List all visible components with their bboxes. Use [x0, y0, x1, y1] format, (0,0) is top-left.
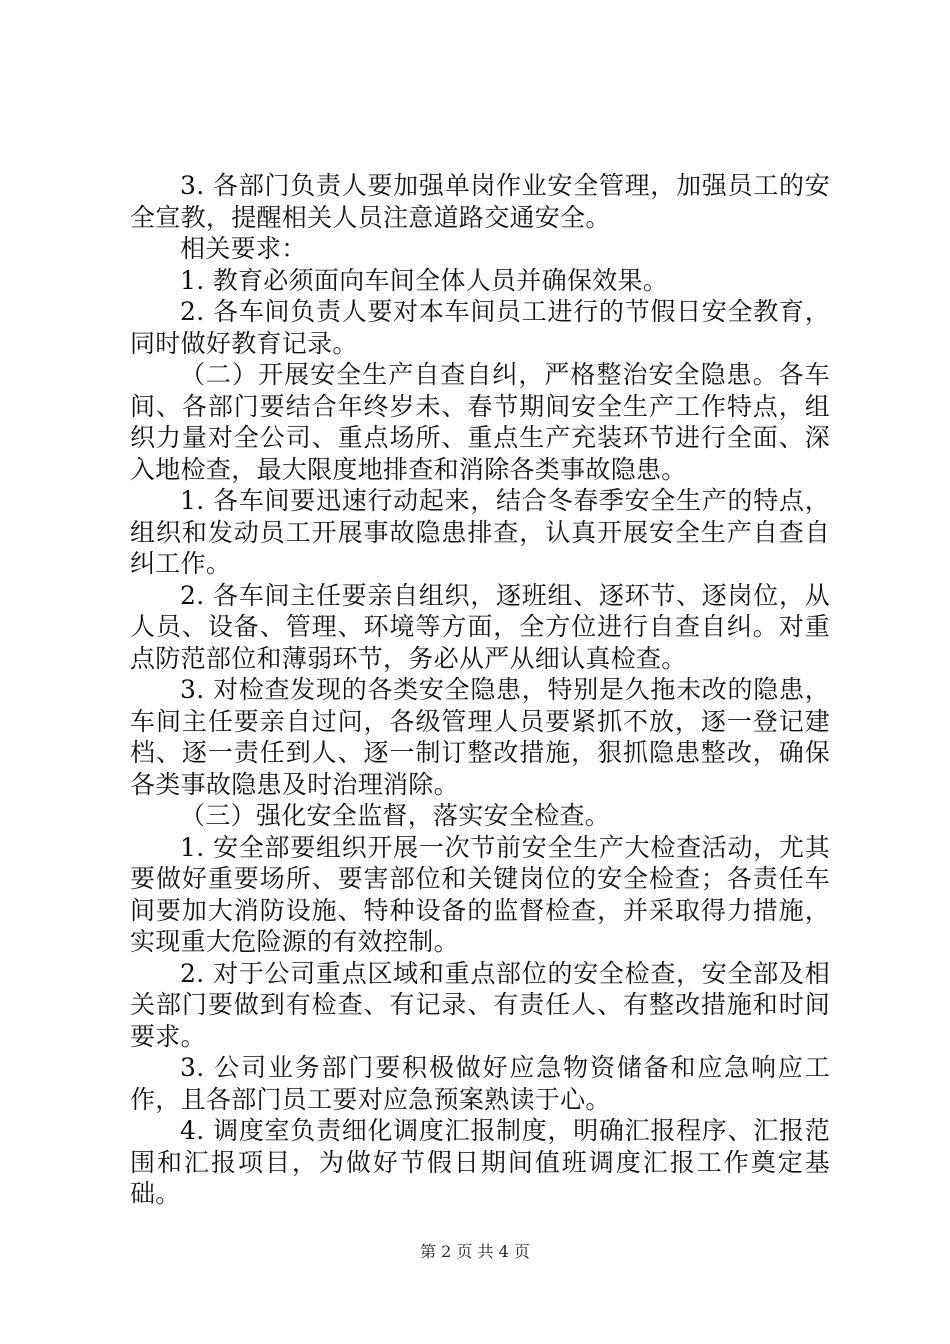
paragraph: （三）强化安全监督，落实安全检查。 [180, 801, 611, 830]
paragraph: 2. 各车间负责人要对本车间员工进行的节假日安全教育，同时做好教育记录。 [130, 297, 830, 358]
page-number-footer: 第 2 页 共 4 页 [420, 1242, 530, 1261]
document-body [130, 170, 830, 1210]
paragraph: 1. 安全部要组织开展一次节前安全生产大检查活动，尤其要做好重要场所、要害部位和关键岗位的安全检查；各责任车间要加大消防设施、特种设备的监督检查，并采取得力措施，实现重大危险源的有效控制。 [130, 832, 830, 956]
paragraph: 3. 各部门负责人要加强单岗作业安全管理，加强员工的安全宣教，提醒相关人员注意道路交通安全。 [130, 171, 830, 232]
paragraph: 相关要求： [180, 234, 307, 263]
paragraph: 2. 各车间主任要亲自组织，逐班组、逐环节、逐岗位，从人员、设备、管理、环境等方面，全方位进行自查自纠。对重点防范部位和薄弱环节，务必从严从细认真检查。 [130, 580, 830, 673]
paragraph: 3. 对检查发现的各类安全隐患，特别是久拖未改的隐患，车间主任要亲自过问，各级管理人员要紧抓不放，逐一登记建档、逐一责任到人、逐一制订整改措施，狠抓隐患整改，确保各类事故隐患及时治理消除。 [130, 675, 830, 799]
paragraph: 4. 调度室负责细化调度汇报制度，明确汇报程序、汇报范围和汇报项目，为做好节假日期间值班调度汇报工作奠定基础。 [130, 1116, 830, 1208]
paragraph: 3. 公司业务部门要积极做好应急物资储备和应急响应工作，且各部门员工要对应急预案熟读于心。 [130, 1053, 830, 1114]
paragraph: 1. 教育必须面向车间全体人员并确保效果。 [180, 265, 669, 295]
paragraph: 1. 各车间要迅速行动起来，结合冬春季安全生产的特点，组织和发动员工开展事故隐患排查，认真开展安全生产自查自纠工作。 [130, 486, 830, 578]
paragraph: （二）开展安全生产自查自纠，严格整治安全隐患。各车间、各部门要结合年终岁未、春节期间安全生产工作特点，组织力量对全公司、重点场所、重点生产充装环节进行全面、深入地检查，最大限度地排查和消除各类事故隐患。 [130, 360, 830, 484]
paragraph: 2. 对于公司重点区域和重点部位的安全检查，安全部及相关部门要做到有检查、有记录、有责任人、有整改措施和时间要求。 [130, 958, 830, 1051]
